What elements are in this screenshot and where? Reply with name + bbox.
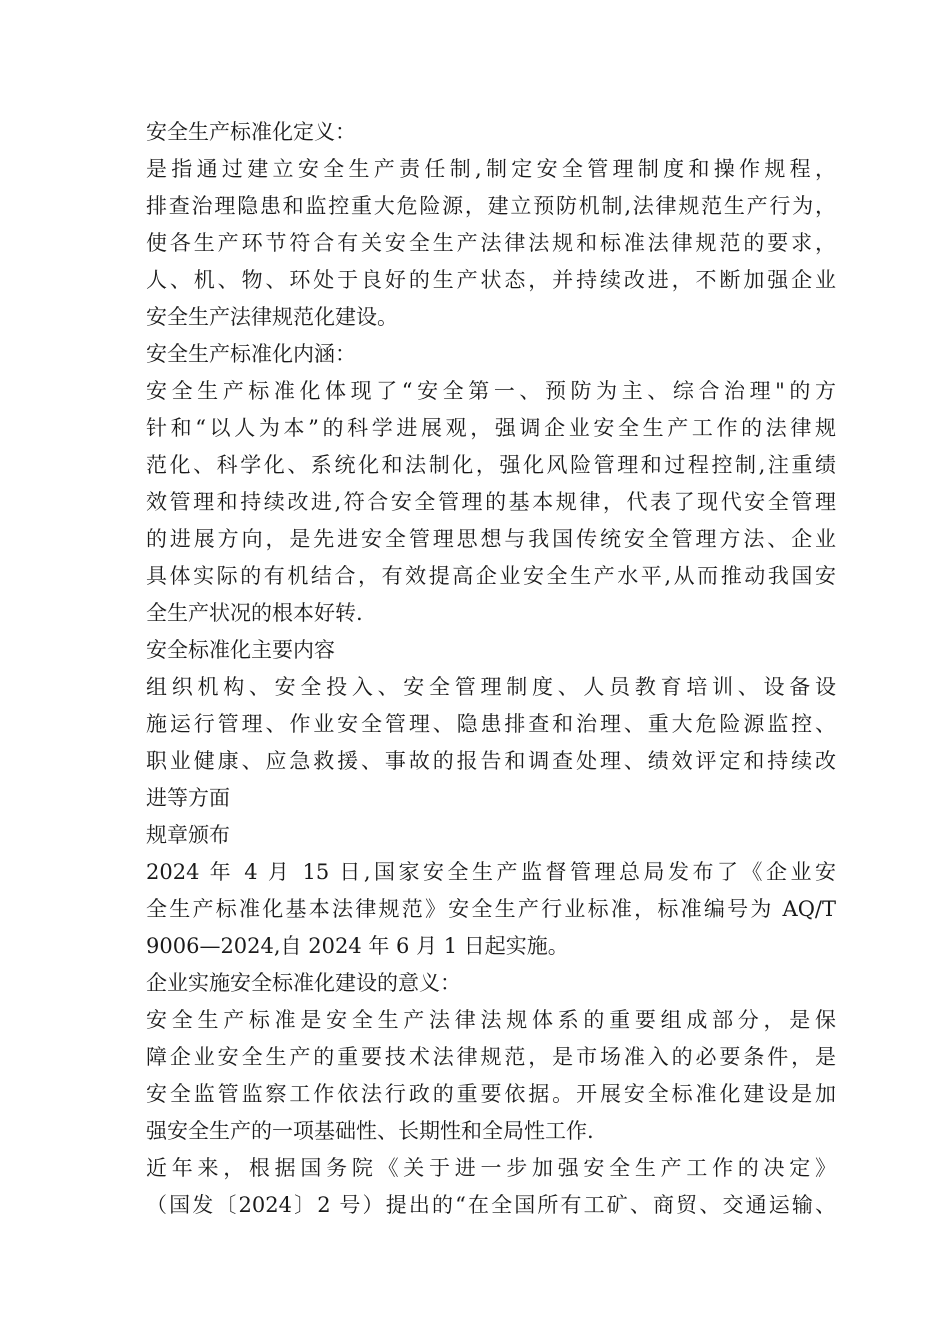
heading-significance: 企业实施安全标准化建设的意义： bbox=[146, 971, 461, 995]
heading-regulation: 规章颁布 bbox=[146, 823, 230, 847]
paragraph-line: 是指通过建立安全生产责任制,制定安全管理制度和操作规程， bbox=[146, 157, 836, 181]
paragraph-line: 组织机构、安全投入、安全管理制度、人员教育培训、设备设 bbox=[146, 675, 836, 699]
paragraph-line: 职业健康、应急救援、事故的报告和调查处理、绩效评定和持续改 bbox=[146, 749, 836, 773]
paragraph-line: 安全生产法律规范化建设。 bbox=[146, 305, 398, 329]
paragraph-line: 施运行管理、作业安全管理、隐患排查和治理、重大危险源监控、 bbox=[146, 712, 836, 736]
paragraph-line: 安全生产标准化体现了“安全第一、预防为主、综合治理"的方 bbox=[146, 379, 836, 403]
paragraph-line: 近年来，根据国务院《关于进一步加强安全生产工作的决定》 bbox=[146, 1156, 836, 1180]
paragraph-line: （国发〔2024〕2 号）提出的“在全国所有工矿、商贸、交通运输、 bbox=[146, 1193, 836, 1217]
paragraph-line: 范化、科学化、系统化和法制化，强化风险管理和过程控制,注重绩 bbox=[146, 453, 836, 477]
paragraph-line: 人、机、物、环处于良好的生产状态，并持续改进，不断加强企业 bbox=[146, 268, 836, 292]
paragraph-line: 使各生产环节符合有关安全生产法律法规和标准法律规范的要求， bbox=[146, 231, 836, 255]
paragraph-line: 针和“以人为本”的科学进展观，强调企业安全生产工作的法律规 bbox=[146, 416, 836, 440]
paragraph-line: 全生产标准化基本法律规范》安全生产行业标准，标准编号为 AQ/T bbox=[146, 897, 836, 921]
paragraph-line: 进等方面 bbox=[146, 786, 230, 810]
paragraph-line: 排查治理隐患和监控重大危险源，建立预防机制,法律规范生产行为， bbox=[146, 194, 836, 218]
heading-connotation: 安全生产标准化内涵： bbox=[146, 342, 356, 366]
paragraph-line: 效管理和持续改进,符合安全管理的基本规律，代表了现代安全管理 bbox=[146, 490, 836, 514]
paragraph-line: 9006—2024,自 2024 年 6 月 1 日起实施。 bbox=[146, 934, 569, 958]
paragraph-line: 的进展方向，是先进安全管理思想与我国传统安全管理方法、企业 bbox=[146, 527, 836, 551]
paragraph-line: 安全生产标准是安全生产法律法规体系的重要组成部分，是保 bbox=[146, 1008, 836, 1032]
paragraph-line: 全生产状况的根本好转. bbox=[146, 601, 363, 625]
paragraph-line: 强安全生产的一项基础性、长期性和全局性工作. bbox=[146, 1119, 594, 1143]
paragraph-line: 2024 年 4 月 15 日,国家安全生产监督管理总局发布了《企业安 bbox=[146, 860, 836, 884]
paragraph-line: 安全监管监察工作依法行政的重要依据。开展安全标准化建设是加 bbox=[146, 1082, 836, 1106]
heading-definition: 安全生产标准化定义： bbox=[146, 120, 356, 144]
paragraph-line: 障企业安全生产的重要技术法律规范，是市场准入的必要条件，是 bbox=[146, 1045, 836, 1069]
paragraph-line: 具体实际的有机结合，有效提高企业安全生产水平,从而推动我国安 bbox=[146, 564, 836, 588]
heading-main-content: 安全标准化主要内容 bbox=[146, 638, 335, 662]
